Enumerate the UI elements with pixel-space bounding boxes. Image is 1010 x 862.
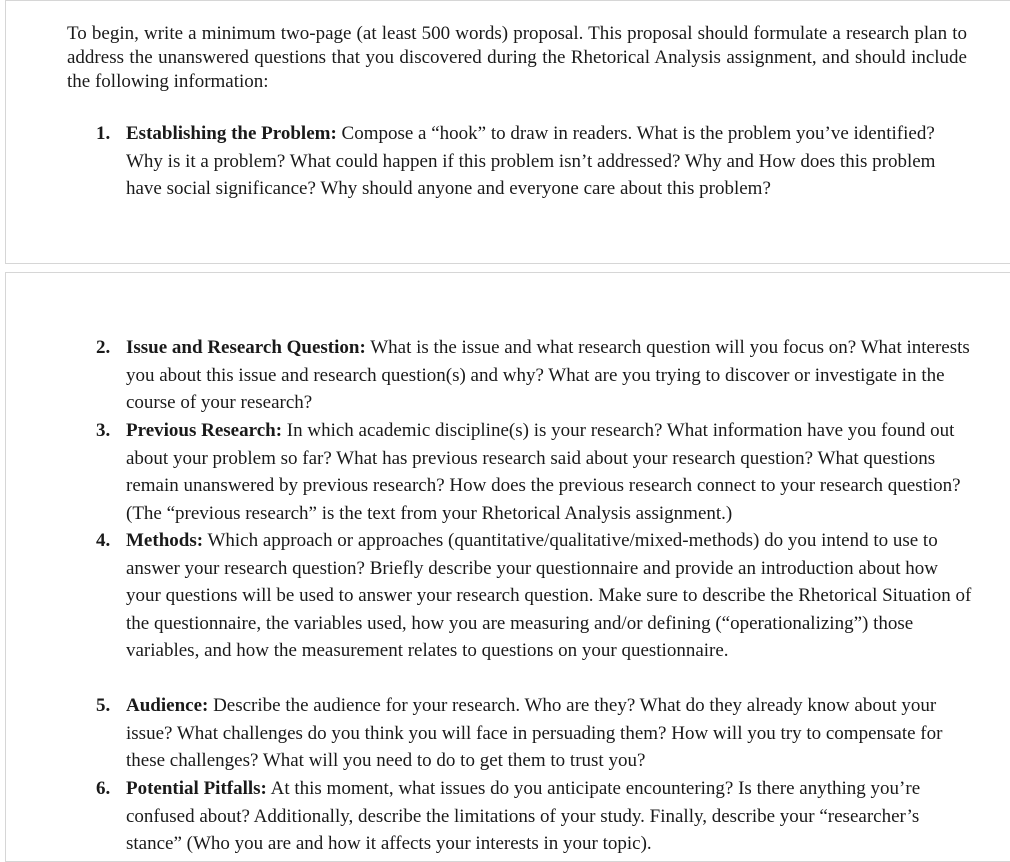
list-item-number: 1. [96,123,111,144]
list-item-heading: Methods: [126,530,204,551]
list-item-text: In which academic discipline(s) is your research? What information have you found out about your problem so far? What has previous research said about your research question? What questions remain unanswered by previous research? How does the previous research connect to your research question? (The “previous research” is the text from your Rhetorical Analysis assignment.) [126,420,961,524]
list-item-text: What is the issue and what research question will you focus on? What interests you about this issue and research question(s) and why? What are you trying to discover or investigate in the course of your research? [126,337,970,413]
list-item-potential-pitfalls [96,775,976,858]
list-item-text: Compose a “hook” to draw in readers. What is the problem you’ve identified? Why is it a problem? What could happen if this problem isn’t addressed? Why and How does this problem have social significance? Why should anyone and everyone care about this problem? [126,123,936,199]
list-item-number: 5. [96,695,111,716]
list-item-body [126,334,976,417]
list-item-text: Describe the audience for your research. Who are they? What do they already know about your issue? What challenges do you think you will face in persuading them? How will you try to compensate for these challenges? What will you need to do to get them to trust you? [126,695,943,771]
list-item-heading: Issue and Research Question: [126,337,366,358]
list-item-issue-research-question [96,334,976,417]
list-item-methods [96,527,976,665]
document-page-1 [5,0,1010,264]
list-item-body [126,775,976,858]
document-page-2 [5,272,1010,862]
list-item-body [126,527,976,665]
list-item-establishing-problem [96,120,976,203]
list-item-text: At this moment, what issues do you anticipate encountering? Is there anything you’re confused about? Additionally, describe the limitations of your study. Finally, describe your “researcher’s stance” (Who you are and how it affects your interests in your topic). [126,778,921,854]
list-item-number: 2. [96,337,111,358]
list-item-heading: Establishing the Problem: [126,123,337,144]
list-item-number: 4. [96,530,111,551]
list-item-previous-research [96,417,976,527]
list-item-number: 6. [96,778,111,799]
list-item-heading: Audience: [126,695,209,716]
list-item-heading: Potential Pitfalls: [126,778,267,799]
list-item-text: Which approach or approaches (quantitative/qualitative/mixed-methods) do you intend to use to answer your research question? Briefly describe your questionnaire and provide an introduction about how your questions will be used to answer your research question. Make sure to describe the Rhetorical Situation of the questionnaire, the variables used, how you are measuring and/or defining (“operationalizing”) those variables, and how the measurement relates to questions on your questionnaire. [126,530,972,661]
list-item-heading: Previous Research: [126,420,283,441]
intro-paragraph: To begin, write a minimum two-page (at least 500 words) proposal. This proposal should formulate a research plan to address the unanswered questions that you discovered during the Rhetorical Analysis assignment, and should include the following information: [67,23,967,92]
list-item-body [126,692,976,775]
list-item-body [126,120,976,203]
list-item-audience [96,692,976,775]
list-item-number: 3. [96,420,111,441]
list-item-body [126,417,976,527]
